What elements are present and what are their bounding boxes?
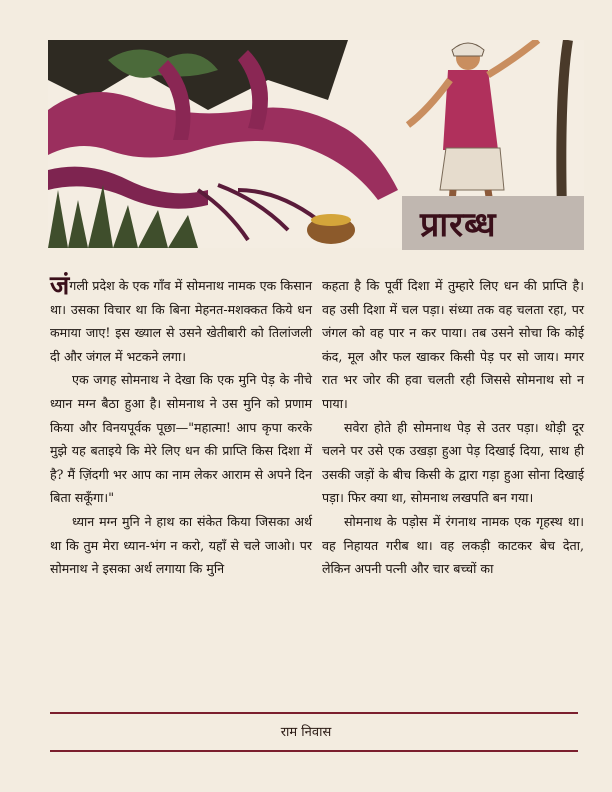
paragraph: ध्यान मग्न मुनि ने हाथ का संकेत किया जिसका अर्थ था कि तुम मेरा ध्यान-भंग न करो, यहाँ से चले जाओ। पर सोमनाथ ने इसका अर्थ लगाया कि मुनि bbox=[50, 513, 312, 577]
footer-rule-bottom bbox=[50, 750, 578, 752]
footer-rule-top bbox=[50, 712, 578, 714]
paragraph: कहता है कि पूर्वी दिशा में तुम्हारे लिए धन की प्राप्ति है। वह उसी दिशा में चल पड़ा। संध्या तक वह चलता रहा, पर जंगल को वह पार न कर पाया। तब उसने सोचा कि कोई कंद, मूल और फल खाकर किसी पेड़ पर सो जाय। मगर रात भर जोर की हवा चलती रही जिससे सोमनाथ सो न पाया। bbox=[322, 278, 584, 411]
story-title: प्रारब्ध bbox=[420, 205, 497, 245]
author-name: राम निवास bbox=[280, 725, 332, 740]
drop-cap: जं bbox=[50, 271, 70, 301]
right-column bbox=[322, 274, 584, 581]
paragraph bbox=[50, 271, 312, 368]
paragraph: सोमनाथ के पड़ोस में रंगनाथ नामक एक गृहस्थ था। वह निहायत गरीब था। वह लकड़ी काटकर बेच देता, लेकिन अपनी पत्नी और चार बच्चों का bbox=[322, 513, 584, 577]
left-column bbox=[50, 271, 312, 581]
paragraph-text: गली प्रदेश के एक गाँव में सोमनाथ नामक एक किसान था। उसका विचार था कि बिना मेहनत-मशक्कत किये धन कमाया जाए! इस ख्याल से उसने खेतीबारी को तिलांजली दी और जंगल में भटकने लगा। bbox=[50, 278, 312, 364]
paragraph: एक जगह सोमनाथ ने देखा कि एक मुनि पेड़ के नीचे ध्यान मग्न बैठा हुआ है। सोमनाथ ने उस मुनि को प्रणाम किया और विनयपूर्वक पूछा—"महात्मा! आप कृपा करके मुझे यह बताइये कि मेरे लिए धन की प्राप्ति किस दिशा में है? मैं ज़िंदगी भर आप का नाम लेकर आराम से अपने दिन बिता सकूँगा।" bbox=[50, 372, 312, 506]
paragraph: सवेरा होते ही सोमनाथ पेड़ से उतर पड़ा। थोड़ी दूर चलने पर उसे एक उखड़ा हुआ पेड़ दिखाई दिया, साथ ही उसकी जड़ों के बीच किसी के द्वारा गड़ा हुआ सोना दिखाई पड़ा। फिर क्या था, सोमनाथ लखपति बन गया। bbox=[322, 419, 584, 506]
